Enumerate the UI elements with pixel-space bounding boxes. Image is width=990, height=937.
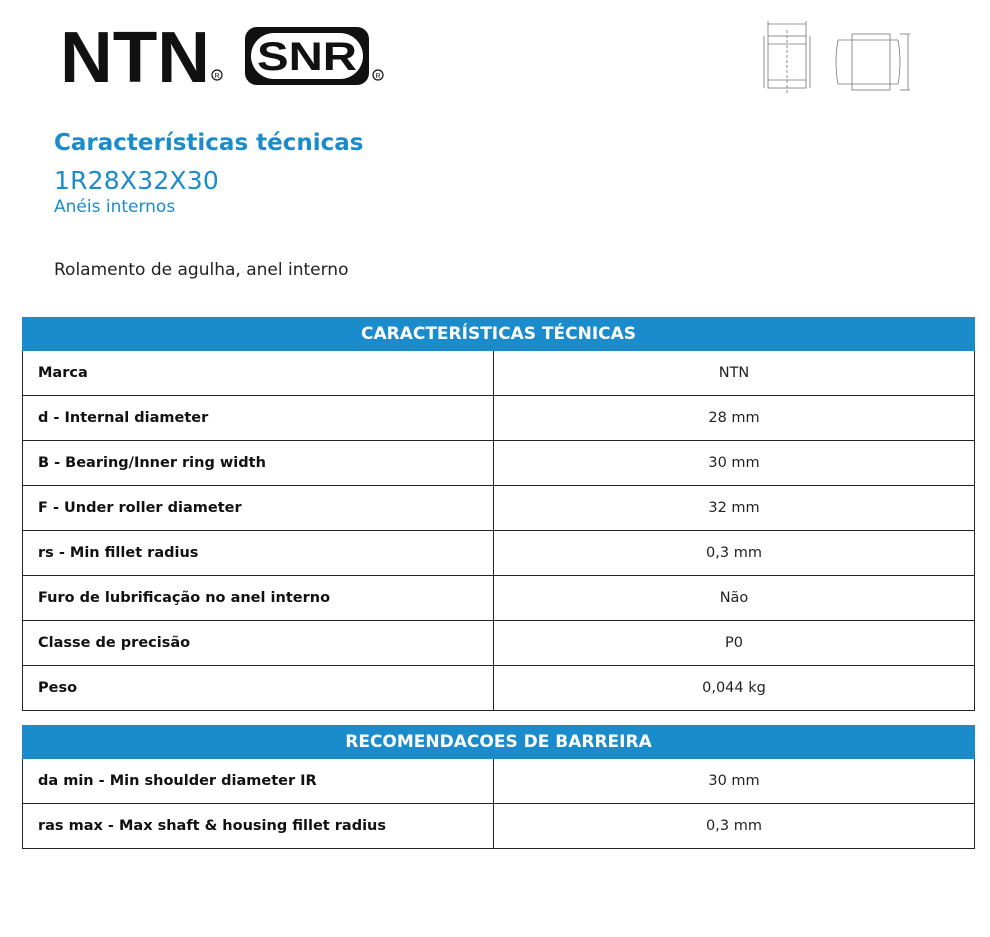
svg-text:SNR: SNR: [257, 35, 358, 79]
table-heading: CARACTERÍSTICAS TÉCNICAS: [23, 318, 975, 351]
row-value: 28 mm: [494, 396, 975, 441]
product-reference: 1R28X32X30: [54, 166, 219, 195]
row-label: B - Bearing/Inner ring width: [23, 441, 494, 486]
table-row: [23, 486, 975, 531]
table-row: [23, 576, 975, 621]
row-value: P0: [494, 621, 975, 666]
product-category: Anéis internos: [54, 197, 176, 217]
row-value: 0,3 mm: [494, 531, 975, 576]
row-value: 0,3 mm: [494, 804, 975, 849]
snr-logo: [243, 25, 388, 89]
row-label: ras max - Max shaft & housing fillet radius: [23, 804, 494, 849]
row-label: Peso: [23, 666, 494, 711]
table-row: [23, 666, 975, 711]
svg-text:R: R: [214, 73, 220, 80]
row-value: 30 mm: [494, 441, 975, 486]
row-label: Furo de lubrificação no anel interno: [23, 576, 494, 621]
technical-characteristics-table: [22, 317, 975, 711]
svg-text:R: R: [375, 73, 381, 80]
row-label: F - Under roller diameter: [23, 486, 494, 531]
table-row: [23, 441, 975, 486]
row-label: Marca: [23, 351, 494, 396]
row-label: rs - Min fillet radius: [23, 531, 494, 576]
table-header-row: [23, 318, 975, 351]
table-heading: RECOMENDACOES DE BARREIRA: [23, 726, 975, 759]
row-value: Não: [494, 576, 975, 621]
table-row: [23, 531, 975, 576]
row-value: 30 mm: [494, 759, 975, 804]
product-description: Rolamento de agulha, anel interno: [54, 260, 349, 280]
row-label: d - Internal diameter: [23, 396, 494, 441]
table-header-row: [23, 726, 975, 759]
barrier-recommendations-table: [22, 725, 975, 849]
row-label: da min - Min shoulder diameter IR: [23, 759, 494, 804]
ntn-logo: [60, 25, 225, 89]
table-row: [23, 351, 975, 396]
table-row: [23, 804, 975, 849]
row-value: 0,044 kg: [494, 666, 975, 711]
table-row: [23, 396, 975, 441]
table-row: [23, 621, 975, 666]
row-value: NTN: [494, 351, 975, 396]
row-label: Classe de precisão: [23, 621, 494, 666]
table-row: [23, 759, 975, 804]
svg-text:NTN: NTN: [60, 25, 210, 89]
bearing-drawing-icon: [760, 18, 910, 98]
page-title: Características técnicas: [54, 130, 364, 156]
row-value: 32 mm: [494, 486, 975, 531]
